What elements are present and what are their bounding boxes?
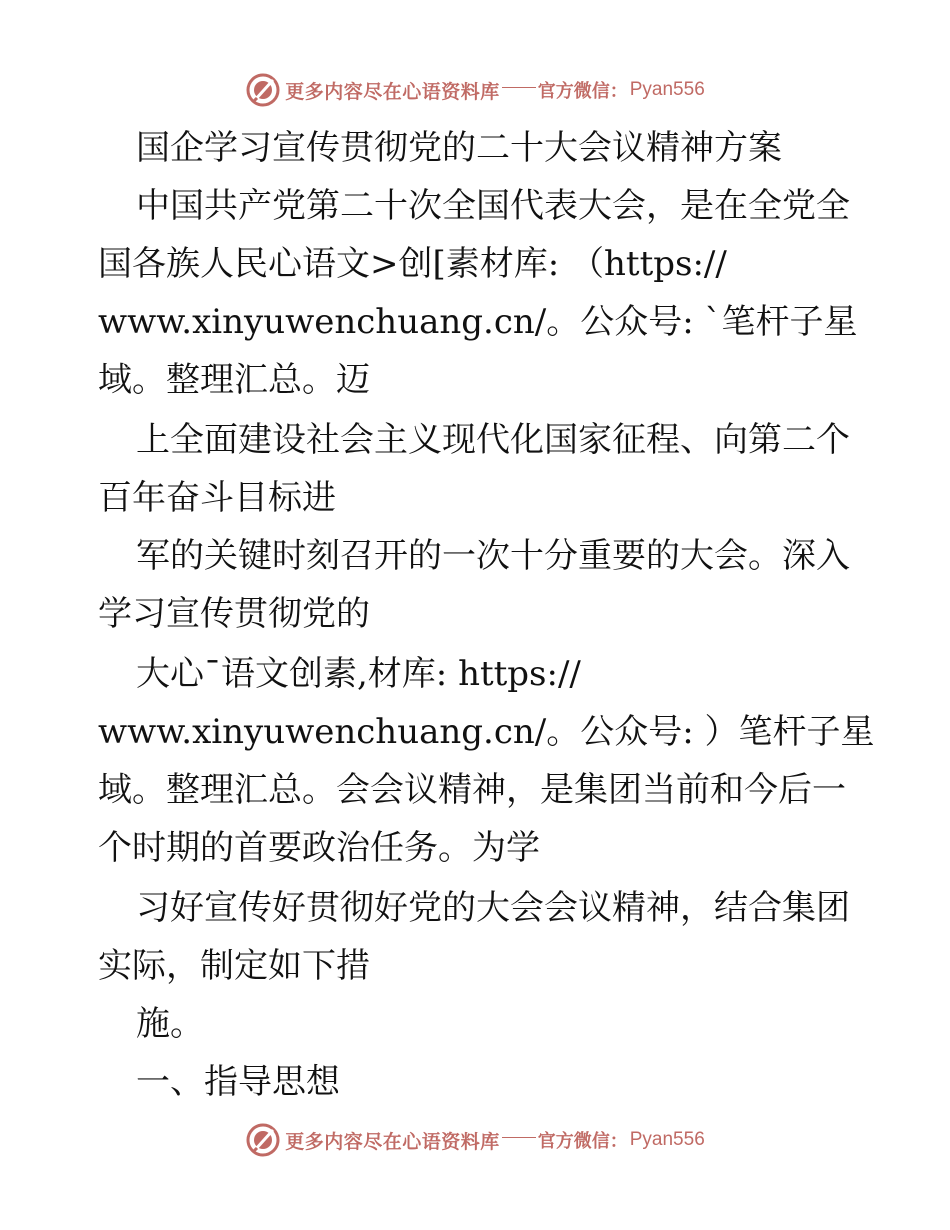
- paragraph-line: 军的关键时刻召开的一次十分重要的大会。深入: [136, 536, 850, 576]
- watermark-wechat-id: Pyan556: [629, 1129, 705, 1150]
- paragraph-line: 实际，制定如下措: [98, 946, 370, 986]
- watermark-text: 更多内容尽在心语资料库: [285, 80, 500, 103]
- paragraph-line: www.xinyuwenchuang.cn/。公众号: ）笔杆子星: [98, 712, 875, 752]
- pen-seal-icon: [245, 1122, 281, 1158]
- watermark-dash: [502, 1137, 536, 1138]
- paragraph-line: 上全面建设社会主义现代化国家征程、向第二个: [136, 420, 850, 460]
- watermark-dash: [502, 87, 536, 88]
- watermark-label: 官方微信：: [537, 81, 628, 102]
- paragraph-line: 学习宣传贯彻党的: [98, 594, 370, 634]
- paragraph-line: 大心¯语文创素,材库: https://: [136, 654, 581, 694]
- paragraph-line: 个时期的首要政治任务。为学: [98, 828, 540, 868]
- paragraph-line: 域。整理汇总。迈: [98, 360, 370, 400]
- document-title: 国企学习宣传贯彻党的二十大会议精神方案: [136, 128, 782, 168]
- paragraph-line: 域。整理汇总。会会议精神，是集团当前和今后一: [98, 770, 846, 810]
- pen-seal-icon: [245, 72, 281, 108]
- watermark-label: 官方微信：: [537, 1131, 628, 1152]
- section-heading: 一、指导思想: [136, 1062, 340, 1102]
- watermark-text: 更多内容尽在心语资料库: [285, 1130, 500, 1153]
- watermark-wechat-id: Pyan556: [629, 79, 705, 100]
- footer-watermark-banner: [0, 1120, 950, 1160]
- header-watermark-banner: [0, 70, 950, 110]
- paragraph-line: 百年奋斗目标进: [98, 478, 336, 518]
- paragraph-line: 国各族人民心语文>创[素材库: （https://: [98, 244, 727, 284]
- paragraph-line: 习好宣传好贯彻好党的大会会议精神，结合集团: [136, 888, 850, 928]
- paragraph-line: 施。: [136, 1004, 204, 1044]
- paragraph-line: 中国共产党第二十次全国代表大会，是在全党全: [136, 186, 850, 226]
- paragraph-line: www.xinyuwenchuang.cn/。公众号: `笔杆子星: [98, 302, 858, 342]
